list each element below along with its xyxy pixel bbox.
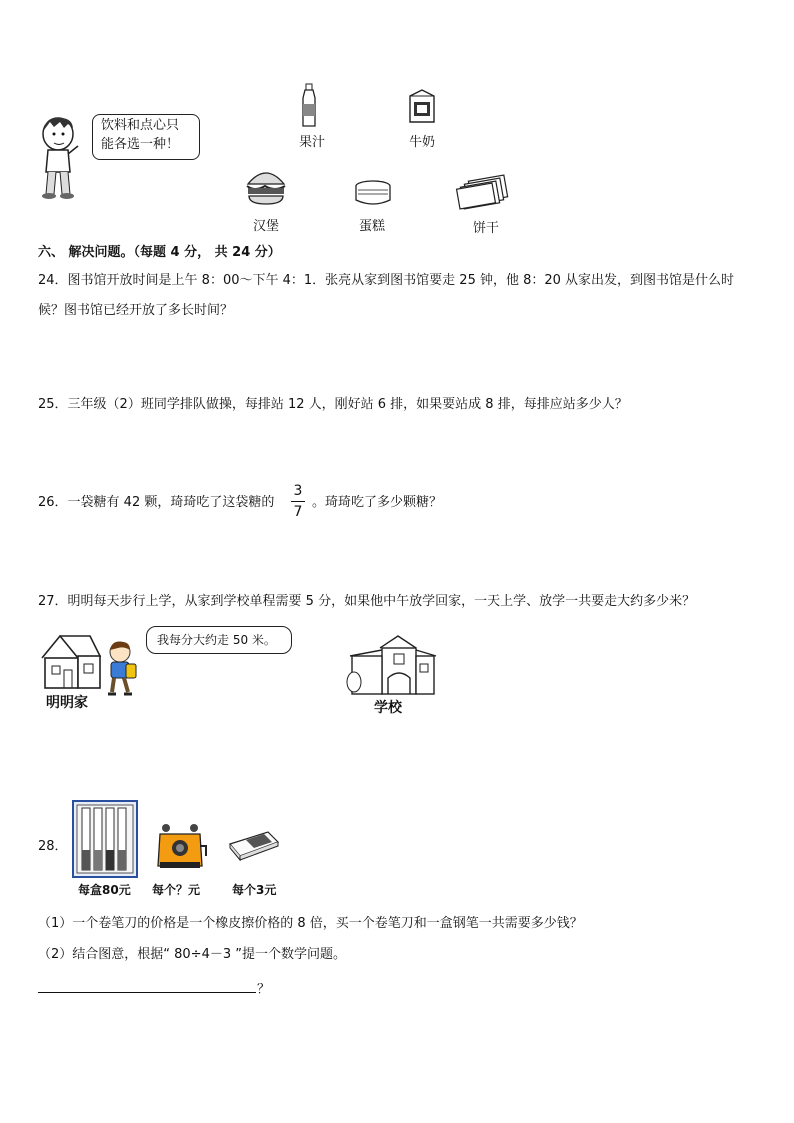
- juice-bottle-icon: [300, 84, 318, 128]
- cake-label: 蛋糕: [358, 219, 385, 234]
- walking-speech-bubble: [146, 626, 292, 654]
- sharpener-price-label: 每个？元: [152, 883, 201, 897]
- section-heading: 六、 解决问题。（每题 4 分， 共 24 分）: [38, 245, 281, 260]
- biscuit-icon: [456, 176, 510, 208]
- boy-illustration: [34, 110, 94, 200]
- house-icon: [40, 632, 102, 692]
- speech-bubble: [92, 114, 200, 160]
- biscuit-label: 饼干: [472, 221, 499, 236]
- milk-label: 牛奶: [408, 135, 435, 150]
- answer-blank-question-mark: ？: [257, 982, 271, 997]
- eraser-price-label: 每个3元: [232, 883, 277, 897]
- speech-line-1: 饮料和点心只: [101, 118, 180, 133]
- question-28-part-2: （2）结合图意，根据“ 80÷4－3 ”提一个数学问题。: [38, 947, 346, 962]
- pen-box-icon: [72, 800, 138, 878]
- fraction-denominator: 7: [293, 504, 303, 520]
- question-26-end: 。琦琦吃了多少颗糖？: [312, 495, 443, 510]
- question-27: 27．明明每天步行上学，从家到学校单程需要 5 分，如果他中午放学回家，一天上学、放学一共要走大约多少米？: [38, 594, 696, 609]
- question-28-part-1: （1）一个卷笔刀的价格是一个橡皮擦价格的 8 倍，买一个卷笔刀和一盒钢笔一共需要多少钱？: [38, 916, 583, 931]
- school-label: 学校: [374, 700, 402, 716]
- pencil-sharpener-icon: [154, 822, 206, 872]
- cake-icon: [354, 180, 392, 206]
- walking-speech-text: 我每分大约走 50 米。: [157, 633, 276, 647]
- question-25: 25．三年级（2）班同学排队做操，每排站 12 人，刚好站 6 排，如果要站成 8 排，每排应站多少人？: [38, 397, 628, 412]
- juice-label: 果汁: [298, 135, 325, 150]
- hamburger-icon: [245, 166, 287, 206]
- hamburger-label: 汉堡: [252, 219, 279, 234]
- home-label: 明明家: [46, 695, 88, 711]
- walking-boy-icon: [104, 640, 140, 696]
- pen-box-price-label: 每盒80元: [78, 883, 131, 897]
- school-icon: [342, 634, 438, 696]
- answer-blank-line[interactable]: [38, 991, 256, 993]
- eraser-icon: [228, 830, 280, 860]
- fraction-numerator: 3: [293, 483, 303, 499]
- speech-line-2: 能各选一种！: [101, 136, 180, 152]
- question-26-start: 26．一袋糖有 42 颗，琦琦吃了这袋糖的: [38, 495, 275, 510]
- fraction-3-7: [291, 483, 305, 520]
- question-28-number: 28．: [38, 839, 68, 854]
- question-24-line-2: 候？图书馆已经开放了多长时间？: [38, 303, 234, 318]
- question-24-line-1: 24．图书馆开放时间是上午 8：00～下午 4：1．张亮从家到图书馆要走 25 钟，他 8：20 从家出发，到图书馆是什么时: [38, 273, 735, 288]
- milk-carton-icon: [406, 88, 438, 124]
